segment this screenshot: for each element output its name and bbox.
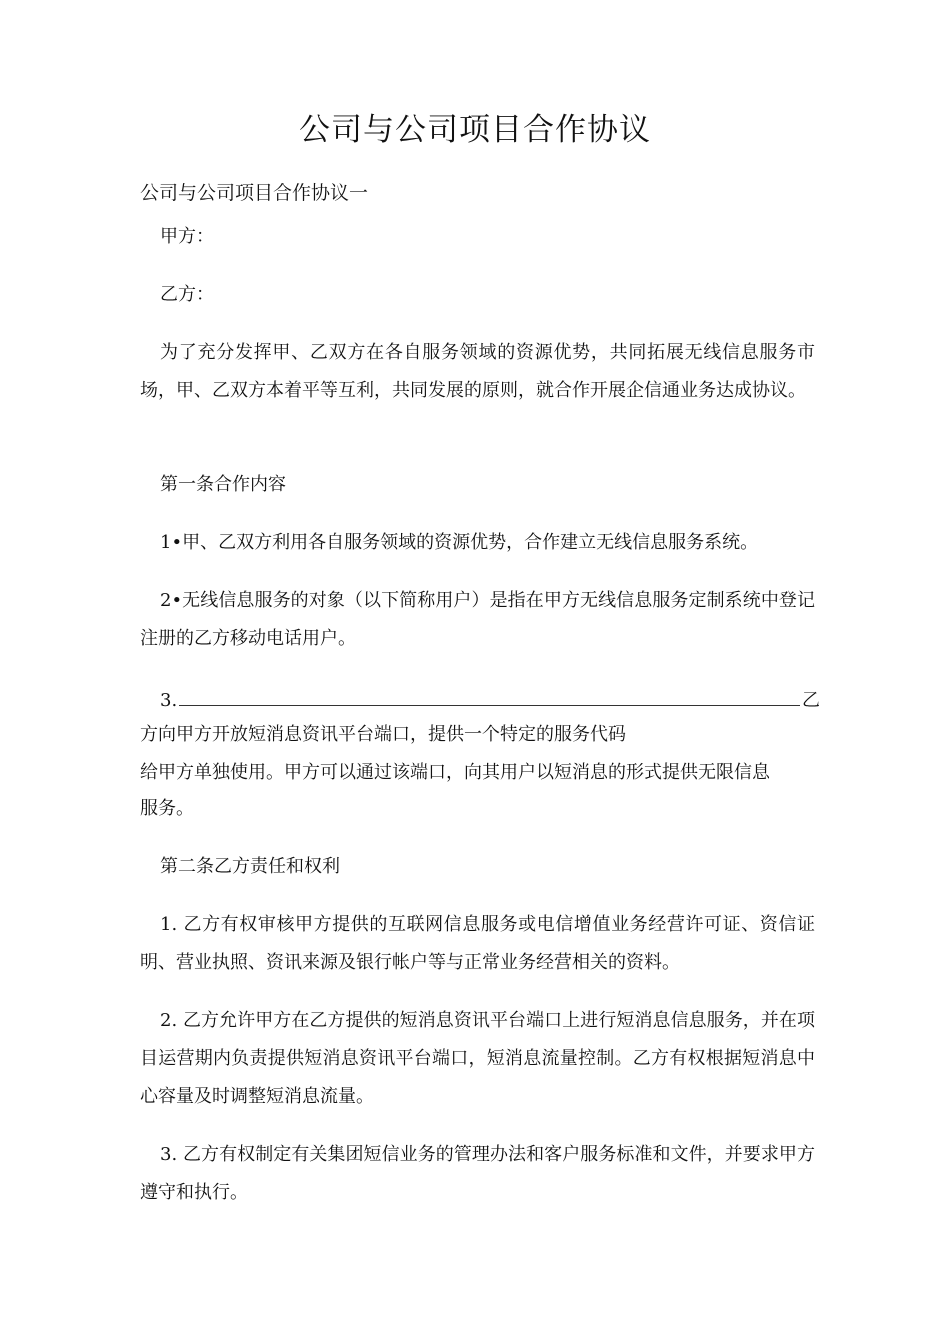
article2-heading: 第二条乙方责任和权利 (160, 856, 340, 877)
fill-in-blank (179, 683, 800, 706)
article1-item3-line2: 方向甲方开放短消息资讯平台端口，提供一个特定的服务代码 (140, 724, 626, 745)
party-b-label: 乙方： (160, 284, 214, 305)
article1-item1: 1•甲、乙双方利用各自服务领域的资源优势，合作建立无线信息服务系统。 (160, 532, 759, 553)
article1-item3-suffix: 乙 (802, 690, 820, 711)
article1-item3-number: 3. (160, 690, 178, 711)
article1-item3-first-line (160, 682, 820, 720)
article1-item2: 2•无线信息服务的对象（以下简称用户）是指在甲方无线信息服务定制系统中登记注册的乙方移动电话用户。 (140, 590, 815, 649)
document-subtitle: 公司与公司项目合作协议一 (140, 182, 369, 204)
article2-item3: 3. 乙方有权制定有关集团短信业务的管理办法和客户服务标准和文件，并要求甲方遵守和执行。 (140, 1144, 815, 1203)
document-title: 公司与公司项目合作协议 (299, 112, 651, 148)
article1-item3-line3: 给甲方单独使用。甲方可以通过该端口，向其用户以短消息的形式提供无限信息 (140, 762, 770, 783)
intro-paragraph: 为了充分发挥甲、乙双方在各自服务领域的资源优势，共同拓展无线信息服务市场，甲、乙双方本着平等互利，共同发展的原则，就合作开展企信通业务达成协议。 (140, 342, 815, 401)
article2-item1: 1. 乙方有权审核甲方提供的互联网信息服务或电信增值业务经营许可证、资信证明、营业执照、资讯来源及银行帐户等与正常业务经营相关的资料。 (140, 914, 815, 973)
party-a-label: 甲方： (160, 226, 214, 247)
article1-item3-line4: 服务。 (140, 798, 194, 819)
article2-item2: 2. 乙方允许甲方在乙方提供的短消息资讯平台端口上进行短消息信息服务，并在项目运营期内负责提供短消息资讯平台端口，短消息流量控制。乙方有权根据短消息中心容量及时调整短消息流量。 (140, 1010, 815, 1107)
article1-heading: 第一条合作内容 (160, 474, 286, 495)
